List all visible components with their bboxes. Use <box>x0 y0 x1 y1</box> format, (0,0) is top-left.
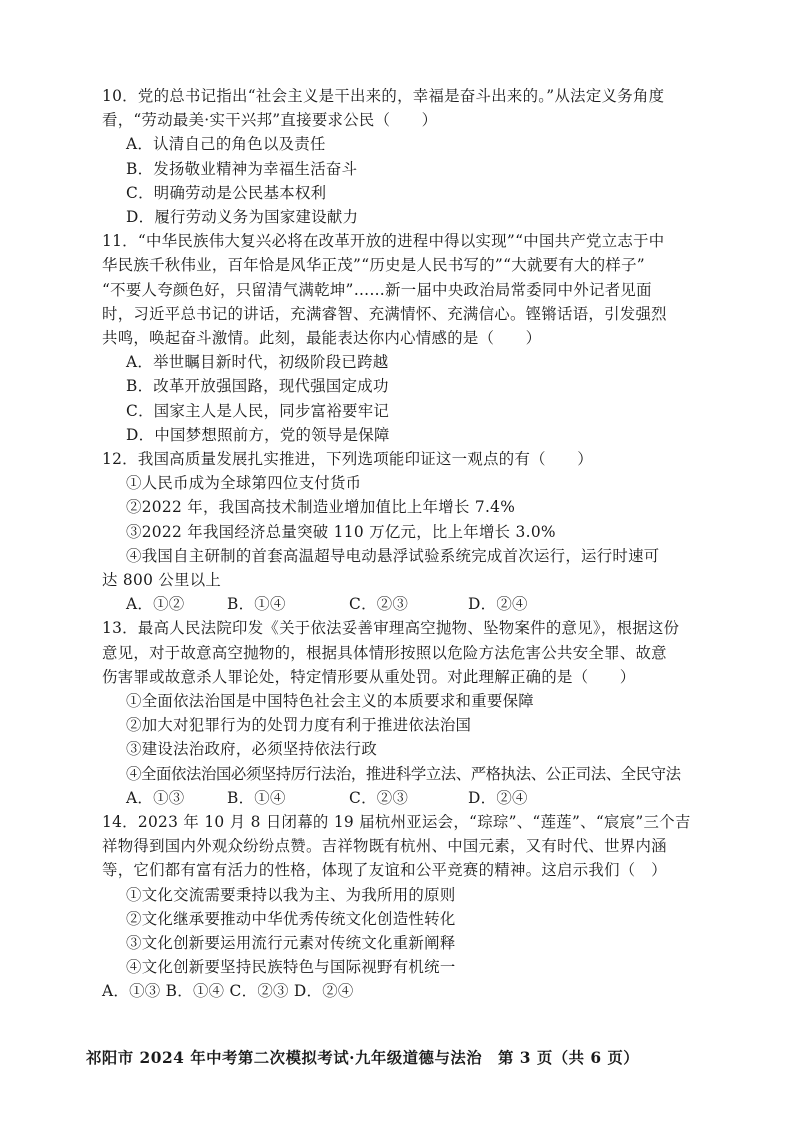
question-13 <box>102 616 702 810</box>
exam-content <box>102 84 702 1004</box>
question-13-stem-line-2: 意见，对于故意高空抛物的，根据具体情形按照以危险方法危害公共安全罪、故意 <box>102 643 667 662</box>
question-13-statement-3: ③建设法治政府，必须坚持依法行政 <box>126 740 378 759</box>
question-11-stem-line-4: 时，习近平总书记的讲话，充满睿智、充满情怀、充满信心。铿锵话语，引发强烈 <box>102 304 667 323</box>
question-13-choice-a: A．①③ <box>126 788 185 807</box>
question-12-choices <box>102 592 702 616</box>
question-14-statement-1: ①文化交流需要秉持以我为主、为我所用的原则 <box>126 885 456 904</box>
question-10-option-d: D．履行劳动义务为国家建设献力 <box>126 208 359 227</box>
question-13-stem-line-3: 伤害罪或故意杀人罪论处，特定情形要从重处罚。对此理解正确的是（ ） <box>102 667 636 686</box>
question-13-choice-b: B．①④ <box>227 788 286 807</box>
question-13-statement-1: ①全面依法治国是中国特色社会主义的本质要求和重要保障 <box>126 692 534 711</box>
question-10-option-c: C．明确劳动是公民基本权利 <box>126 183 327 202</box>
question-10-option-a: A．认清自己的角色以及责任 <box>126 135 326 154</box>
question-10 <box>102 84 702 229</box>
question-13-choice-d: D．②④ <box>468 788 528 807</box>
question-14-statement-3: ③文化创新要运用流行元素对传统文化重新阐释 <box>126 934 456 953</box>
question-11-stem-line-1: 11．“中华民族伟大复兴必将在改革开放的进程中得以实现”“中国共产党立志于中 <box>102 232 665 251</box>
question-12-statement-2: ②2022 年，我国高技术制造业增加值比上年增长 7.4% <box>126 498 516 517</box>
question-13-statement-2: ②加大对犯罪行为的处罚力度有利于推进依法治国 <box>126 716 472 735</box>
question-12-stem-line-1: 12．我国高质量发展扎实推进，下列选项能印证这一观点的有（ ） <box>102 450 593 469</box>
question-11-option-b: B．改革开放强国路，现代强国定成功 <box>126 377 389 396</box>
question-13-statement-4: ④全面依法治国必须坚持厉行法治，推进科学立法、严格执法、公正司法、全民守法 <box>126 764 681 783</box>
question-14-stem-line-2: 祥物得到国内外观众纷纷点赞。吉祥物既有杭州、中国元素，又有时代、世界内涵 <box>102 837 667 856</box>
question-11-stem-line-2: 华民族千秋伟业，百年恰是风华正茂”“历史是人民书写的”“大就要有大的样子” <box>102 256 645 275</box>
question-11-stem-line-3: “不要人夸颜色好，只留清气满乾坤”……新一届中央政治局常委同中外记者见面 <box>102 280 652 299</box>
question-13-stem-line-1: 13．最高人民法院印发《关于依法妥善审理高空抛物、坠物案件的意见》，根据这份 <box>102 619 680 638</box>
question-13-choice-c: C．②③ <box>349 788 409 807</box>
question-12-statement-3: ③2022 年我国经济总量突破 110 万亿元，比上年增长 3.0% <box>126 522 556 541</box>
question-14 <box>102 810 702 1004</box>
question-12-choice-a: A．①② <box>126 595 185 614</box>
question-11-stem-line-5: 共鸣，唤起奋斗激情。此刻，最能表达你内心情感的是（ ） <box>102 329 542 348</box>
page-footer: 祁阳市 2024 年中考第二次模拟考试·九年级道德与法治 第 3 页（共 6 页） <box>86 1049 640 1067</box>
question-11-option-a: A．举世瞩目新时代，初级阶段已跨越 <box>126 353 389 372</box>
question-14-choices: A．①③ B．①④ C．②③ D．②④ <box>102 982 354 1001</box>
question-12-choice-b: B．①④ <box>227 595 286 614</box>
question-11-option-c: C．国家主人是人民，同步富裕要牢记 <box>126 401 390 420</box>
question-14-statement-4: ④文化创新要坚持民族特色与国际视野有机统一 <box>126 958 456 977</box>
question-14-stem-line-3: 等，它们都有富有活力的性格，体现了友谊和公平竞赛的精神。这启示我们（ ） <box>102 861 667 880</box>
question-14-statement-2: ②文化继承要推动中华优秀传统文化创造性转化 <box>126 909 456 928</box>
question-10-stem-line-2: 看，“劳动最美·实干兴邦”直接要求公民（ ） <box>102 111 438 130</box>
question-12-statement-4-continued: 达 800 公里以上 <box>102 571 222 590</box>
question-14-stem-line-1: 14．2023 年 10 月 8 日闭幕的 19 届杭州亚运会，“琮琮”、“莲莲”、“宸宸”三个吉 <box>102 813 691 832</box>
question-10-option-b: B．发扬敬业精神为幸福生活奋斗 <box>126 159 358 178</box>
question-13-choices <box>102 786 702 810</box>
question-12-choice-d: D．②④ <box>468 595 528 614</box>
question-12-statement-4: ④我国自主研制的首套高温超导电动悬浮试验系统完成首次运行，运行时速可 <box>126 546 660 565</box>
question-12-choice-c: C．②③ <box>349 595 409 614</box>
question-11-option-d: D．中国梦想照前方，党的领导是保障 <box>126 425 390 444</box>
question-12-statement-1: ①人民币成为全球第四位支付货币 <box>126 474 362 493</box>
question-11 <box>102 229 702 447</box>
question-10-stem-line-1: 10．党的总书记指出“社会主义是干出来的，幸福是奋斗出来的。”从法定义务角度 <box>102 87 665 105</box>
question-12 <box>102 447 702 616</box>
